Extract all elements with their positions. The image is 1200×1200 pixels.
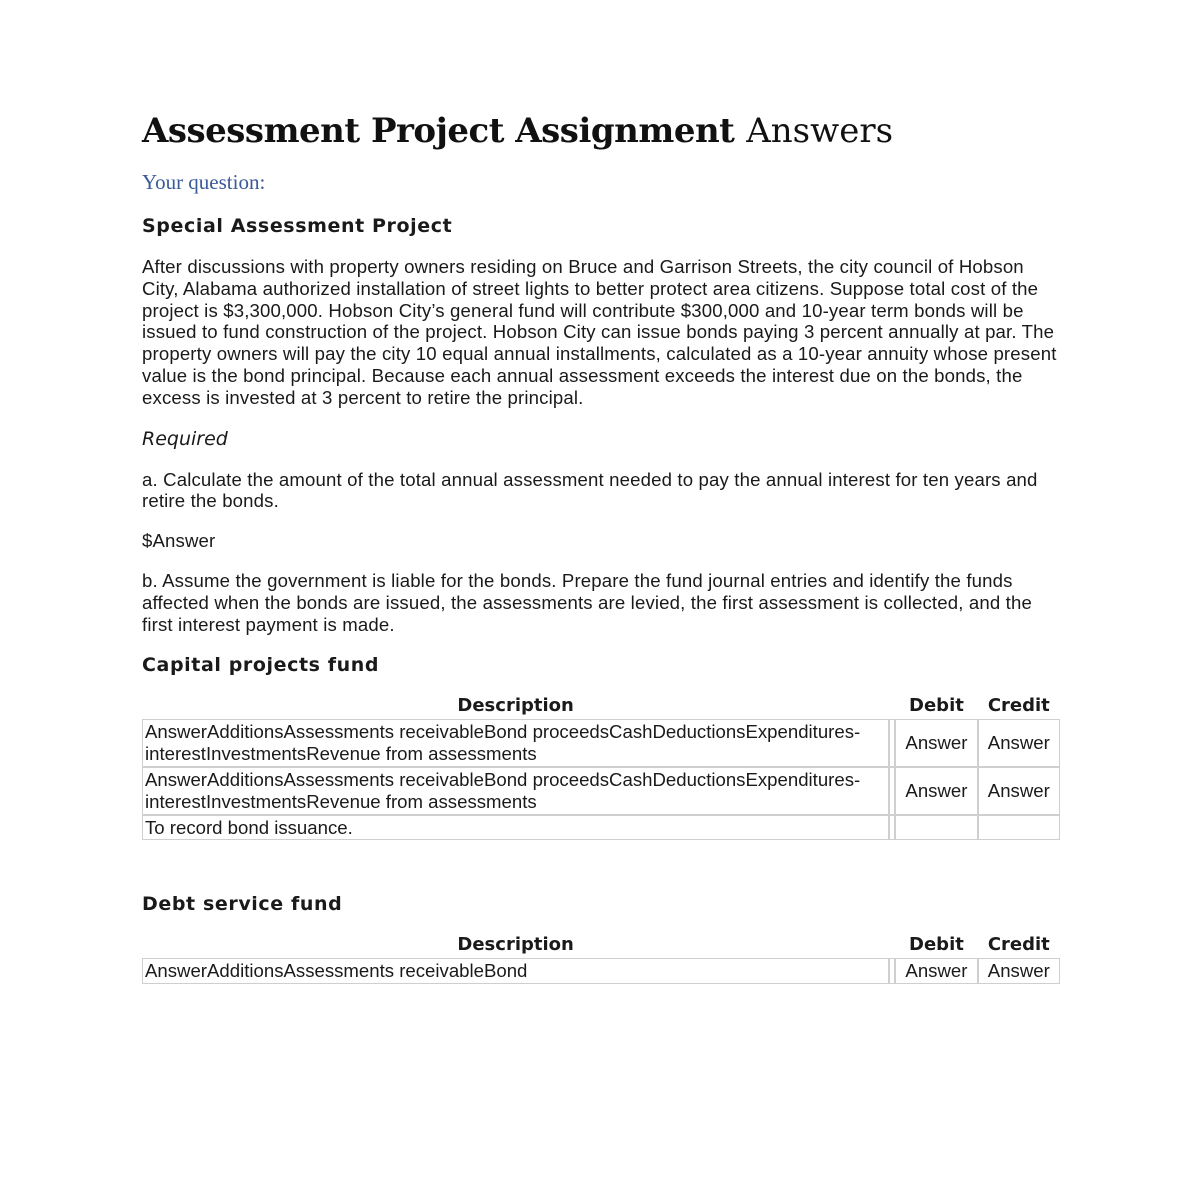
intro-paragraph: After discussions with property owners residing on Bruce and Garrison Streets, the city council of Hobson City, Alabama authorized installation of street lights to better protect area citizens. Suppose total cost of the project is $3,300,000. Hobson City’s general fund will contribute $300,000 and 10-year term bonds will be issued to fund construction of the project. Hobson City can issue bonds paying 3 percent annually at par. The property owners will pay the city 10 equal annual installments, calculated as a 10-year annuity whose present value is the bond principal. Because each annual assessment exceeds the interest due on the bonds, the excess is invested at 3 percent to retire the principal. [142, 256, 1057, 408]
section-heading: Special Assessment Project [142, 215, 453, 237]
description-column-header: Description [457, 695, 574, 717]
debit-answer-field[interactable]: Answer [895, 958, 977, 984]
debt-service-heading: Debt service fund [142, 893, 343, 916]
required-label: Required [142, 427, 228, 450]
credit-empty-cell [978, 815, 1060, 841]
credit-answer-field[interactable]: Answer [978, 958, 1060, 984]
table-row [142, 815, 1060, 841]
title-bold-part: Assessment Project Assignment [142, 111, 735, 151]
page-title [142, 108, 1060, 154]
debit-answer-field[interactable]: Answer [895, 767, 977, 815]
capital-projects-journal-table [142, 695, 1060, 840]
credit-column-header: Credit [987, 695, 1050, 717]
debit-column-header: Debit [909, 695, 964, 717]
part-a-text: a. Calculate the amount of the total annual assessment needed to pay the annual interest for ten years and retire the bonds. [142, 468, 1038, 512]
description-column-header: Description [457, 934, 574, 956]
debit-empty-cell [895, 815, 977, 841]
title-normal-part: Answers [746, 111, 894, 151]
description-answer-select[interactable]: AnswerAdditionsAssessments receivableBond [142, 958, 889, 984]
credit-answer-field[interactable]: Answer [978, 719, 1060, 767]
section-spacer [142, 840, 1060, 874]
answer-a-field[interactable]: $Answer [142, 530, 216, 552]
credit-answer-field[interactable]: Answer [978, 767, 1060, 815]
document-page [142, 108, 1060, 984]
description-answer-select[interactable]: AnswerAdditionsAssessments receivableBond proceedsCashDeductionsExpenditures-interestInvestmentsRevenue from assessments [142, 719, 889, 767]
question-label: Your question: [142, 170, 266, 194]
debt-service-journal-table [142, 934, 1060, 984]
capital-projects-heading: Capital projects fund [142, 654, 380, 677]
table-header-row [142, 695, 1060, 719]
description-answer-select[interactable]: AnswerAdditionsAssessments receivableBond proceedsCashDeductionsExpenditures-interestInvestmentsRevenue from assessments [142, 767, 889, 815]
table-row [142, 958, 1060, 984]
table-header-row [142, 934, 1060, 958]
table-row [142, 719, 1060, 767]
debit-answer-field[interactable]: Answer [895, 719, 977, 767]
credit-column-header: Credit [987, 934, 1050, 956]
debit-column-header: Debit [909, 934, 964, 956]
table-row [142, 767, 1060, 815]
part-b-text: b. Assume the government is liable for the bonds. Prepare the fund journal entries and identify the funds affected when the bonds are issued, the assessments are levied, the first assessment is collected, and the first interest payment is made. [142, 569, 1032, 635]
entry-explanation: To record bond issuance. [142, 815, 889, 841]
